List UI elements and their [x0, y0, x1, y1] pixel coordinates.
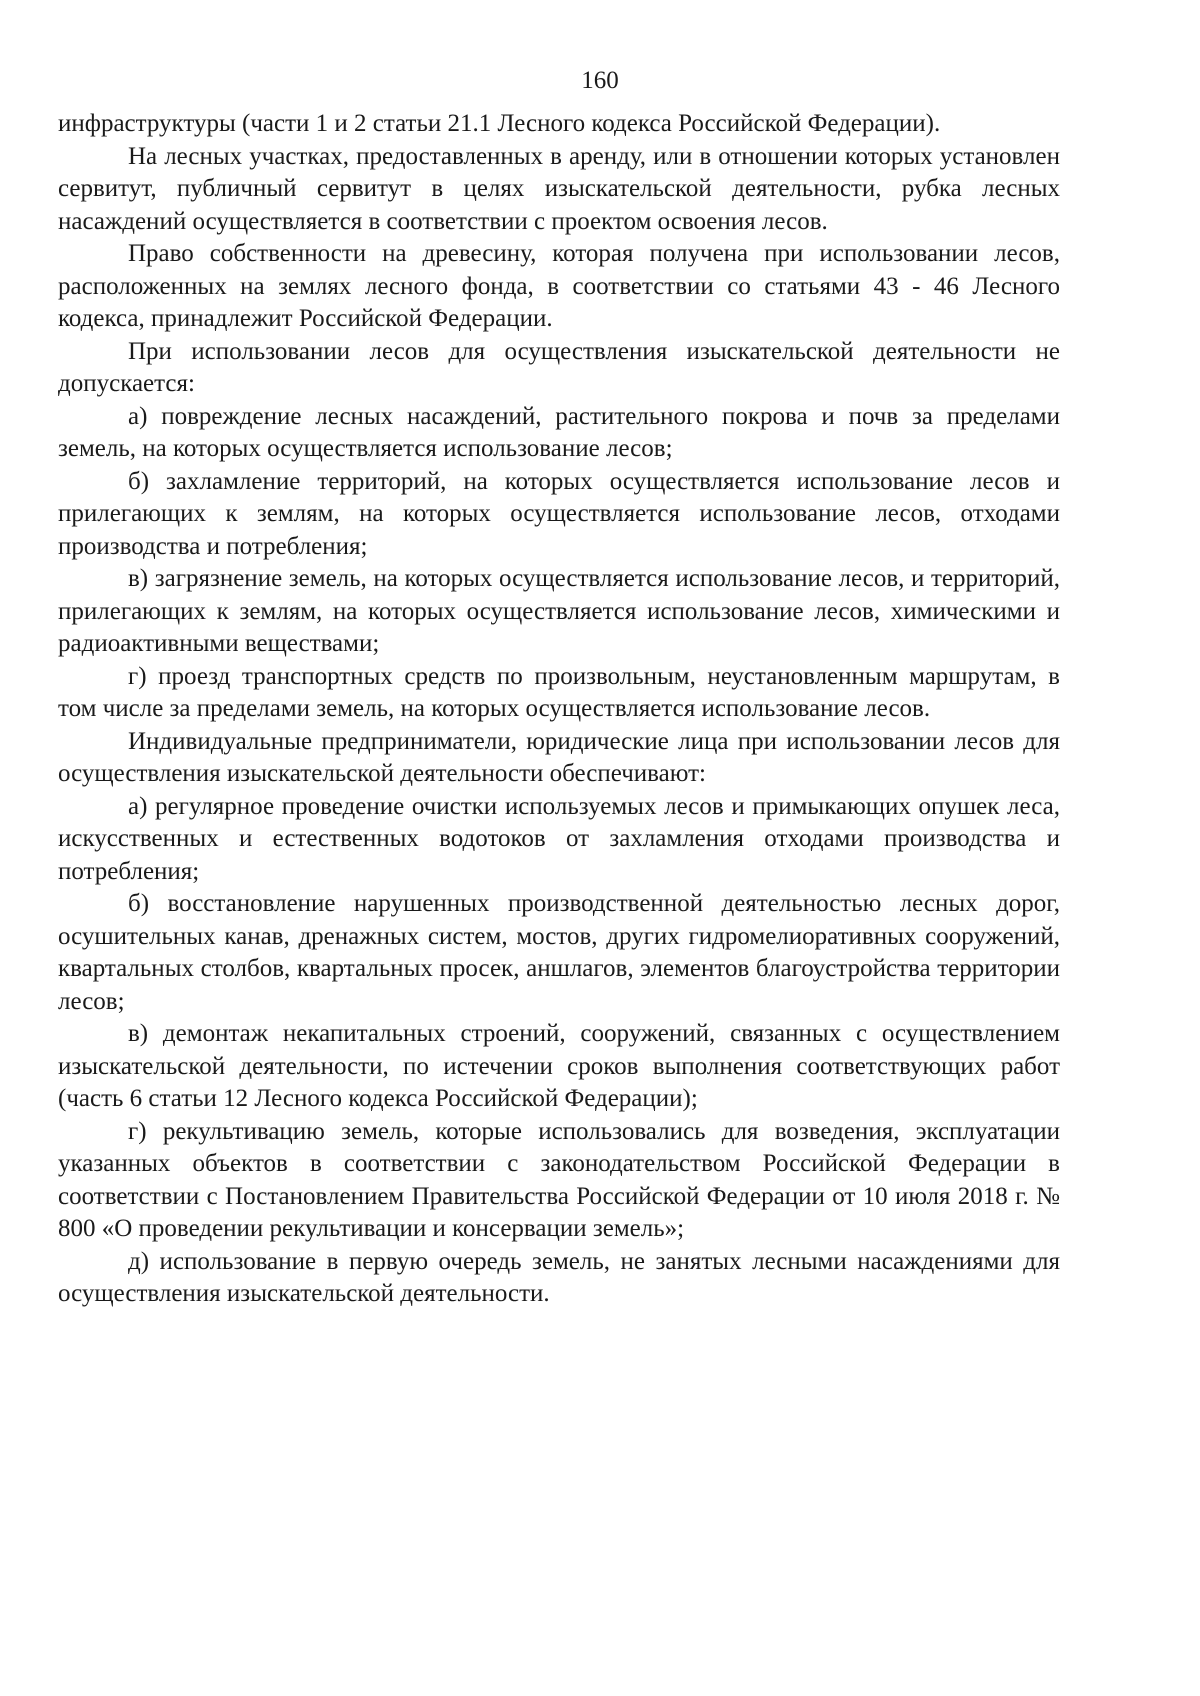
list-item-obligation-c: в) демонтаж некапитальных строений, сооружений, связанных с осуществлением изыскательской деятельности, по истечении сроков выполнения соответствующих работ (часть 6 статьи 12 Лесного кодекса Российской Федерации); — [58, 1020, 1060, 1112]
list-item-prohibition-d: г) проезд транспортных средств по произвольным, неустановленным маршрутам, в том числе за пределами земель, на которых осуществляется использование лесов. — [58, 662, 1060, 722]
paragraph-obligations-intro: Индивидуальные предприниматели, юридические лица при использовании лесов для осуществления изыскательской деятельности обеспечивают: — [58, 727, 1060, 787]
paragraph-timber-ownership: Право собственности на древесину, которая получена при использовании лесов, расположенных на землях лесного фонда, в соответствии со статьями 43 - 46 Лесного кодекса, принадлежит Российской Федерации. — [58, 240, 1060, 332]
list-item-obligation-a: а) регулярное проведение очистки используемых лесов и примыкающих опушек леса, искусственных и естественных водотоков от захламления отходами производства и потребления; — [58, 792, 1060, 885]
paragraph-lease-plots: На лесных участках, предоставленных в аренду, или в отношении которых установлен сервитут, публичный сервитут в целях изыскательской деятельности, рубка лесных насаждений осуществляется в соответствии с проектом освоения лесов. — [58, 142, 1060, 235]
list-item-obligation-e: д) использование в первую очередь земель, не занятых лесными насаждениями для осуществления изыскательской деятельности. — [58, 1247, 1060, 1307]
paragraph-prohibitions-intro: При использовании лесов для осуществления изыскательской деятельности не допускается: — [58, 337, 1060, 397]
list-item-prohibition-a: а) повреждение лесных насаждений, растительного покрова и почв за пределами земель, на которых осуществляется использование лесов; — [58, 402, 1060, 462]
list-item-obligation-d: г) рекультивацию земель, которые использовались для возведения, эксплуатации указанных объектов в соответствии с законодательством Российской Федерации в соответствии с Постановлением Правительства Российской Федерации от 10 июля 2018 г. № 800 «О проведении рекультивации и консервации земель»; — [58, 1117, 1060, 1242]
list-item-prohibition-c: в) загрязнение земель, на которых осуществляется использование лесов, и территорий, прилегающих к землям, на которых осуществляется использование лесов, химическими и радиоактивными веществами; — [58, 565, 1060, 657]
page-number: 160 — [581, 67, 619, 94]
list-item-obligation-b: б) восстановление нарушенных производственной деятельностью лесных дорог, осушительных канав, дренажных систем, мостов, других гидромелиоративных сооружений, квартальных столбов, квартальных просек, аншлагов, элементов благоустройства территории лесов; — [58, 890, 1060, 1015]
document-body — [58, 108, 1060, 1311]
paragraph-continuation: инфраструктуры (части 1 и 2 статьи 21.1 Лесного кодекса Российской Федерации). — [58, 110, 941, 137]
list-item-prohibition-b: б) захламление территорий, на которых осуществляется использование лесов и прилегающих к землям, на которых осуществляется использование лесов, отходами производства и потребления; — [58, 467, 1060, 560]
